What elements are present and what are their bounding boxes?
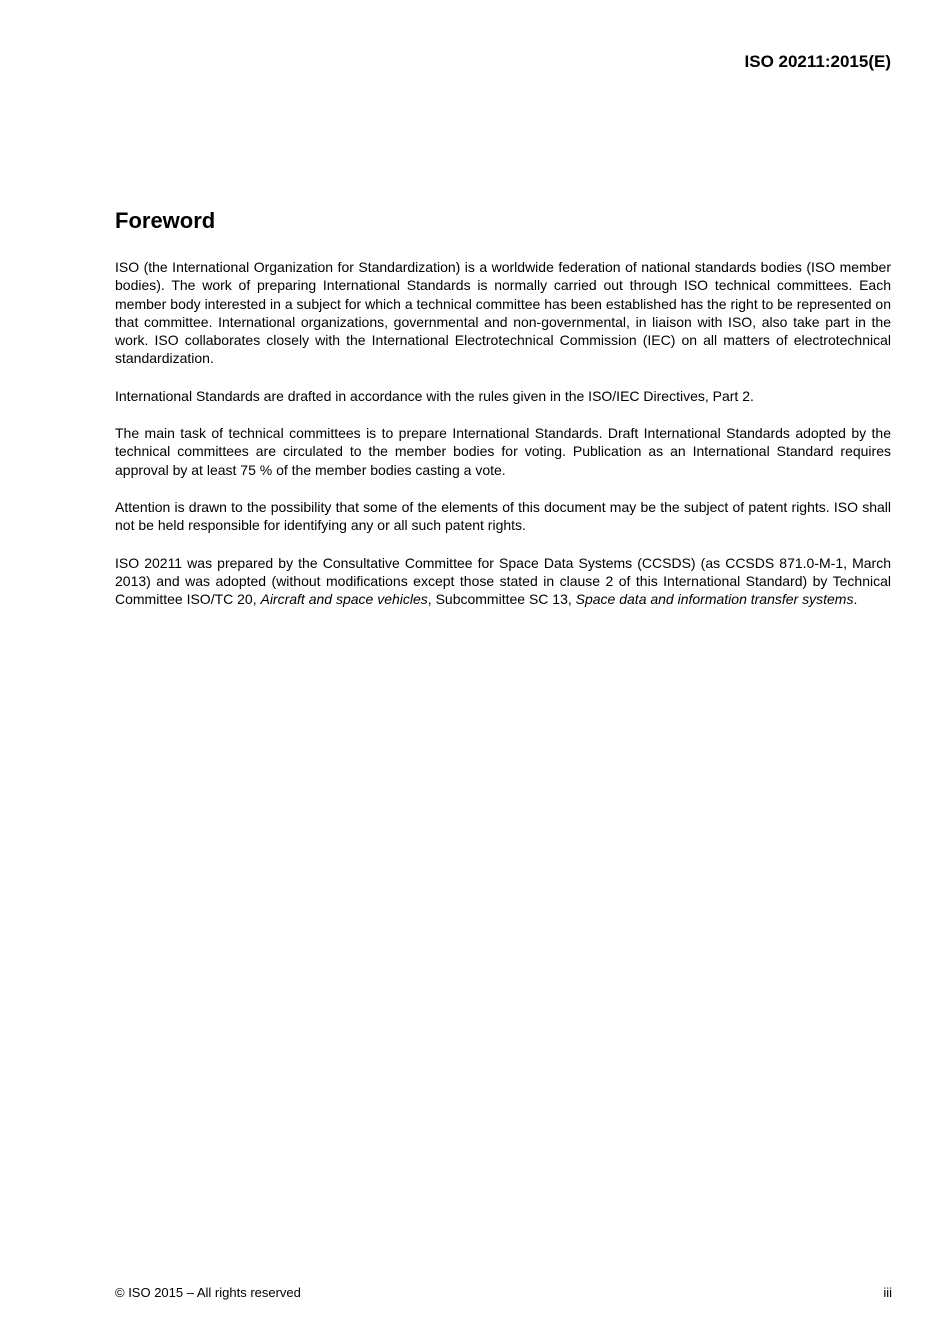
foreword-paragraph-4: Attention is drawn to the possibility that some of the elements of this document may be the subject of patent rights. ISO shall not be held responsible for identifying any or all such patent rights.: [115, 498, 891, 534]
final-paragraph-text: , Subcommittee SC 13,: [427, 591, 576, 608]
final-paragraph-text: .: [853, 591, 858, 608]
footer-page-number: iii: [883, 1285, 892, 1300]
foreword-paragraph-1: ISO (the International Organization for Standardization) is a worldwide federation of national standards bodies (ISO member bodies). The work of preparing International Standards is normally carried out through ISO technical committees. Each member body interested in a subject for which a technical committee has been established has the right to be represented on that committee. International organizations, governmental and non-governmental, in liaison with ISO, also take part in the work. ISO collaborates closely with the International Electrotechnical Commission (IEC) on all matters of electrotechnical standardization.: [115, 259, 891, 367]
foreword-section: [115, 210, 891, 627]
page-title: Foreword: [115, 208, 216, 233]
final-paragraph-text: ISO 20211 was prepared by the Consultative Committee for Space Data Systems (CCSDS) (as CCSDS 871.0-M-1, March 2013) and was adopted (without modifications except those stated in clause 2 of this International Standard) by Technical Committee ISO/TC 20,: [115, 554, 891, 608]
foreword-paragraph-3: The main task of technical committees is to prepare International Standards. Draft International Standards adopted by the technical committees are circulated to the member bodies for voting. Publication as an International Standard requires approval by at least 75 % of the member bodies casting a vote.: [115, 425, 891, 478]
subcommittee-title-italic: Space data and information transfer systems: [575, 591, 854, 608]
committee-title-italic: Aircraft and space vehicles: [260, 591, 428, 608]
doc-number: ISO 20211:2015(E): [744, 52, 891, 71]
foreword-paragraph-5: [115, 554, 891, 609]
footer-copyright: © ISO 2015 – All rights reserved: [115, 1285, 301, 1300]
page-header: [115, 52, 891, 72]
foreword-paragraph-2: International Standards are drafted in accordance with the rules given in the ISO/IEC Directives, Part 2.: [115, 387, 754, 404]
page-footer: [115, 1285, 892, 1301]
